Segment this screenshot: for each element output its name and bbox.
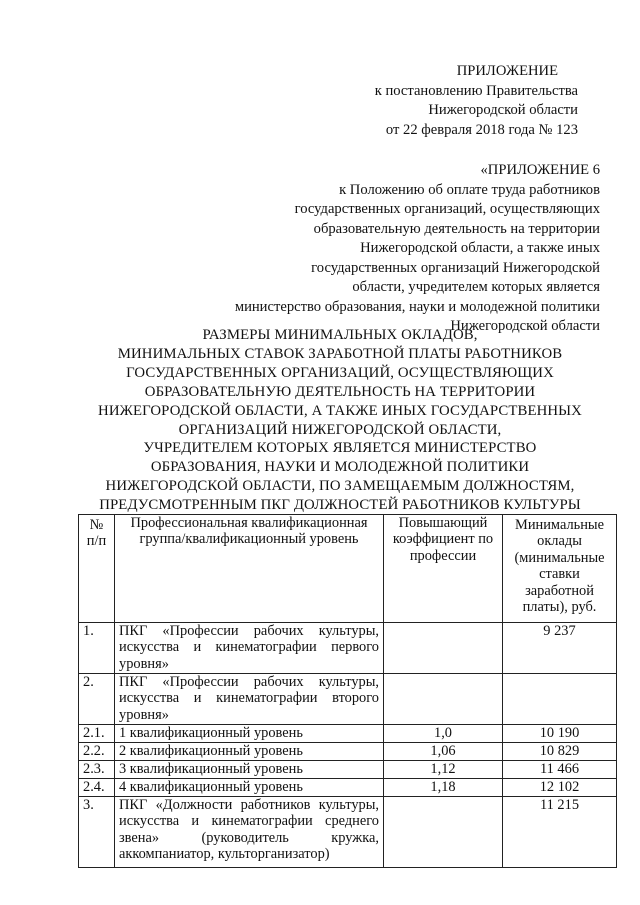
document-heading — [60, 326, 620, 515]
row-num: 1. — [79, 623, 115, 674]
heading-line: ПРЕДУСМОТРЕННЫМ ПКГ ДОЛЖНОСТЕЙ РАБОТНИКОВ КУЛЬТУРЫ — [99, 497, 581, 514]
row-coefficient: 1,06 — [384, 743, 503, 761]
heading-line: ОБРАЗОВАТЕЛЬНУЮ ДЕЯТЕЛЬНОСТЬ НА ТЕРРИТОРИИ — [144, 383, 536, 400]
appendix-6-line: Нижегородской области, а также иных — [360, 240, 600, 256]
heading-line: НИЖЕГОРОДСКОЙ ОБЛАСТИ, ПО ЗАМЕЩАЕМЫМ ДОЛЖНОСТЯМ, — [105, 478, 575, 495]
header-group: Профессиональная квалификационная группа/квалификационный уровень — [115, 515, 384, 623]
table-row — [79, 779, 617, 797]
appendix-6-block — [180, 161, 600, 337]
appendix-main-block — [375, 62, 578, 140]
row-name: 1 квалификационный уровень — [115, 725, 384, 743]
table-row — [79, 725, 617, 743]
row-name: 3 квалификационный уровень — [115, 761, 384, 779]
header-salary: Минимальные оклады (минимальные ставки заработной платы), руб. — [503, 515, 617, 623]
row-coefficient — [384, 674, 503, 725]
heading-line: НИЖЕГОРОДСКОЙ ОБЛАСТИ, А ТАКЖЕ ИНЫХ ГОСУДАРСТВЕННЫХ — [98, 402, 582, 419]
appendix-6-line: области, учредителем которых является — [352, 279, 600, 295]
appendix-6-line: государственных организаций, осуществляющих — [294, 201, 600, 217]
appendix-6-line: к Положению об оплате труда работников — [339, 181, 600, 198]
row-num: 3. — [79, 797, 115, 868]
appendix-main-line: Нижегородской области — [428, 102, 578, 118]
row-salary: 10 190 — [503, 725, 617, 743]
table-row — [79, 623, 617, 674]
heading-line: ГОСУДАРСТВЕННЫХ ОРГАНИЗАЦИЙ, ОСУЩЕСТВЛЯЮЩИХ — [126, 364, 554, 381]
heading-line: МИНИМАЛЬНЫХ СТАВОК ЗАРАБОТНОЙ ПЛАТЫ РАБОТНИКОВ — [117, 345, 563, 362]
row-salary: 12 102 — [503, 779, 617, 797]
row-num: 2.3. — [79, 761, 115, 779]
appendix-6-line: образовательную деятельность на территории — [313, 220, 600, 237]
table-row — [79, 761, 617, 779]
row-name: ПКГ «Профессии рабочих культуры, искусства и кинематографии второго уровня» — [115, 674, 384, 725]
row-coefficient: 1,18 — [384, 779, 503, 797]
appendix-6-line: министерство образования, науки и молодежной политики — [234, 298, 600, 315]
row-salary: 10 829 — [503, 743, 617, 761]
row-num: 2.1. — [79, 725, 115, 743]
heading-line: УЧРЕДИТЕЛЕМ КОТОРЫХ ЯВЛЯЕТСЯ МИНИСТЕРСТВО — [143, 440, 537, 457]
header-coefficient: Повышающий коэффициент по профессии — [384, 515, 503, 623]
heading-line: ОРГАНИЗАЦИЙ НИЖЕГОРОДСКОЙ ОБЛАСТИ, — [178, 421, 502, 438]
row-name: 2 квалификационный уровень — [115, 743, 384, 761]
heading-line: ОБРАЗОВАНИЯ, НАУКИ И МОЛОДЕЖНОЙ ПОЛИТИКИ — [150, 459, 530, 476]
table-header-row — [79, 515, 617, 623]
row-coefficient: 1,12 — [384, 761, 503, 779]
row-coefficient — [384, 797, 503, 868]
row-name: ПКГ «Должности работников культуры, искусства и кинематографии среднего звена» (руководитель кружка, аккомпаниатор, культорганизатор) — [115, 797, 384, 868]
row-name: 4 квалификационный уровень — [115, 779, 384, 797]
appendix-6-line: государственных организаций Нижегородской — [311, 259, 600, 276]
appendix-6-title: «ПРИЛОЖЕНИЕ 6 — [480, 162, 600, 178]
row-num: 2. — [79, 674, 115, 725]
appendix-main-line: к постановлению Правительства — [374, 82, 578, 99]
row-num: 2.4. — [79, 779, 115, 797]
row-salary: 11 215 — [503, 797, 617, 868]
table-row — [79, 797, 617, 868]
row-coefficient: 1,0 — [384, 725, 503, 743]
salary-table — [78, 514, 617, 868]
row-salary: 9 237 — [503, 623, 617, 674]
table-row — [79, 674, 617, 725]
appendix-6-line: Нижегородской области — [450, 318, 600, 334]
row-salary: 11 466 — [503, 761, 617, 779]
row-name: ПКГ «Профессии рабочих культуры, искусства и кинематографии первого уровня» — [115, 623, 384, 674]
row-salary — [503, 674, 617, 725]
header-num: № п/п — [79, 515, 115, 623]
table-row — [79, 743, 617, 761]
row-num: 2.2. — [79, 743, 115, 761]
heading-line: РАЗМЕРЫ МИНИМАЛЬНЫХ ОКЛАДОВ, — [202, 327, 478, 343]
appendix-main-title: ПРИЛОЖЕНИЕ — [456, 63, 558, 79]
appendix-main-line: от 22 февраля 2018 года № 123 — [385, 121, 578, 138]
row-coefficient — [384, 623, 503, 674]
